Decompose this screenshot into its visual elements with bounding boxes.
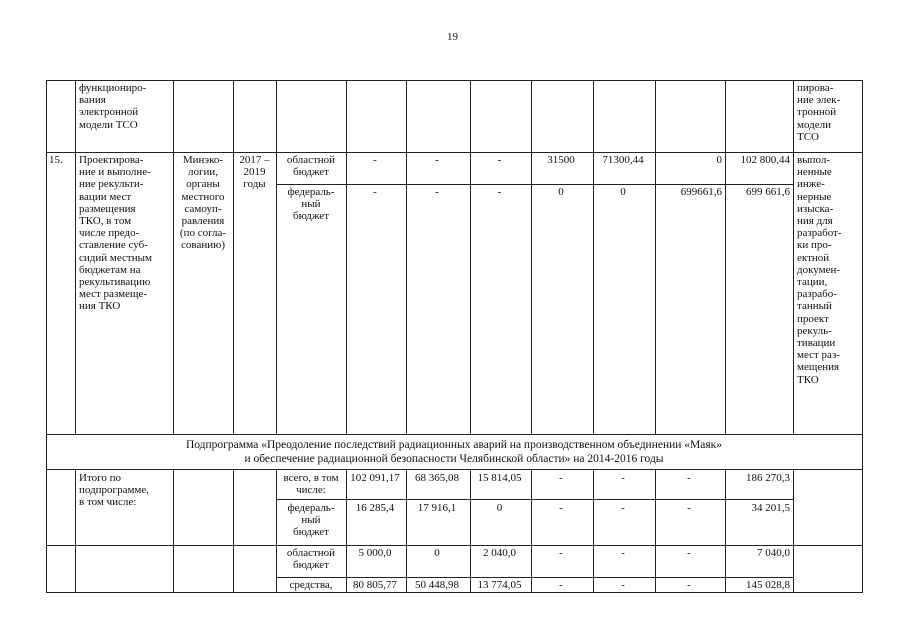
column-rule bbox=[793, 80, 794, 435]
result-text: докумен- bbox=[797, 263, 841, 276]
value-cell: 5 000,0 bbox=[358, 547, 392, 559]
executor-text: местного bbox=[181, 190, 225, 203]
executor-text: самоуп- bbox=[184, 202, 222, 215]
measure-name-text: ние рекульти- bbox=[79, 178, 144, 191]
measure-name-text: вания bbox=[79, 94, 106, 107]
value-cell: 186 270,3 bbox=[746, 472, 790, 484]
result-text: ния для bbox=[797, 215, 833, 227]
value-cell: - bbox=[687, 547, 691, 559]
measure-name-text: ние и выполне- bbox=[79, 166, 151, 179]
value-cell: 80 805,77 bbox=[353, 579, 397, 591]
table-bottom-rule bbox=[46, 592, 863, 593]
funding-source-text: федераль- bbox=[287, 186, 335, 198]
value-cell: 50 448,98 bbox=[415, 579, 459, 591]
table-right-rule bbox=[862, 434, 863, 593]
executor-text: (по согла- bbox=[179, 227, 227, 240]
funding-source-text: всего, в том bbox=[283, 472, 339, 484]
result-text: мещения bbox=[797, 361, 840, 374]
measure-name-text: рекультивацию bbox=[79, 276, 151, 288]
result-text: ненные bbox=[797, 166, 832, 179]
funding-source-text: ный bbox=[301, 198, 321, 211]
column-rule bbox=[470, 80, 471, 435]
funding-source-text: областной bbox=[286, 547, 336, 559]
subprogram-title: Подпрограмма «Преодоление последствий радиационных аварий на производственном объединении «Маяк» bbox=[185, 439, 723, 451]
value-cell: - bbox=[373, 186, 377, 198]
column-rule bbox=[173, 469, 174, 593]
column-rule bbox=[470, 469, 471, 593]
value-cell: - bbox=[621, 579, 625, 591]
value-cell: 102 800,44 bbox=[740, 154, 790, 166]
result-text: тивации bbox=[797, 337, 836, 349]
column-rule bbox=[531, 469, 532, 593]
executor-text: органы bbox=[186, 178, 220, 191]
result-text: тронной bbox=[797, 106, 837, 119]
funding-source-text: бюджет bbox=[293, 526, 329, 539]
value-cell: - bbox=[559, 579, 563, 591]
value-cell: - bbox=[435, 186, 439, 198]
totals-label: в том числе: bbox=[79, 496, 137, 509]
result-text: тации, bbox=[797, 276, 828, 288]
measure-name-text: размещения bbox=[79, 202, 136, 215]
value-cell: 0 bbox=[558, 186, 564, 198]
value-cell: 7 040,0 bbox=[757, 547, 790, 559]
row-divider bbox=[46, 469, 863, 470]
value-cell: 699661,6 bbox=[680, 186, 722, 198]
result-text: разрабо- bbox=[797, 288, 837, 301]
measure-name-text: модели ТСО bbox=[79, 118, 138, 131]
result-text: проект bbox=[797, 312, 829, 325]
value-cell: - bbox=[621, 547, 625, 559]
years-text: 2017 – bbox=[239, 154, 270, 166]
table-top-rule bbox=[46, 80, 863, 81]
row-divider bbox=[46, 434, 863, 435]
funding-source-text: федераль- bbox=[287, 502, 335, 514]
row-divider bbox=[46, 152, 863, 153]
executor-text: равления bbox=[181, 215, 225, 227]
page-number: 19 bbox=[447, 31, 458, 43]
column-rule bbox=[233, 469, 234, 593]
result-text: рекуль- bbox=[797, 324, 832, 337]
totals-label: Итого по bbox=[79, 472, 121, 484]
column-rule bbox=[346, 80, 347, 435]
value-cell: - bbox=[621, 502, 625, 514]
result-text: нерные bbox=[797, 190, 832, 203]
value-cell: 2 040,0 bbox=[483, 547, 516, 559]
column-rule bbox=[46, 469, 47, 593]
value-cell: 71300,44 bbox=[602, 154, 644, 166]
row-divider bbox=[276, 499, 794, 500]
result-text: выпол- bbox=[797, 154, 830, 166]
funding-source-text: бюджет bbox=[293, 559, 329, 572]
value-cell: 0 bbox=[620, 186, 626, 198]
value-cell: 16 285,4 bbox=[355, 502, 395, 514]
executor-text: сованию) bbox=[181, 239, 225, 252]
column-rule bbox=[46, 80, 47, 435]
funding-source-text: бюджет bbox=[293, 210, 329, 223]
value-cell: 68 365,08 bbox=[415, 472, 459, 484]
result-text: ние элек- bbox=[797, 94, 841, 107]
value-cell: - bbox=[559, 502, 563, 514]
value-cell: 699 661,6 bbox=[746, 186, 790, 198]
column-rule bbox=[233, 80, 234, 435]
measure-name-text: мест размеще- bbox=[79, 288, 147, 301]
column-rule bbox=[75, 80, 76, 435]
result-text: ектной bbox=[797, 251, 830, 264]
result-text: мест раз- bbox=[797, 349, 840, 362]
measure-name-text: ставление суб- bbox=[79, 239, 148, 252]
column-rule bbox=[655, 469, 656, 593]
measure-name-text: ния ТКО bbox=[79, 300, 121, 313]
totals-label: подпрограмме, bbox=[79, 484, 150, 497]
value-cell: - bbox=[559, 472, 563, 484]
measure-name-text: Проектирова- bbox=[79, 154, 144, 166]
result-text: инже- bbox=[797, 178, 825, 191]
column-rule bbox=[862, 80, 863, 435]
funding-source-text: ный bbox=[301, 514, 321, 527]
value-cell: - bbox=[687, 502, 691, 514]
column-rule bbox=[406, 80, 407, 435]
measure-name-text: функциониро- bbox=[79, 82, 147, 94]
subprogram-subtitle: и обеспечение радиационной безопасности Челябинской области» на 2014-2016 годы bbox=[244, 453, 664, 465]
funding-source-text: бюджет bbox=[293, 166, 329, 179]
column-rule bbox=[531, 80, 532, 435]
column-rule bbox=[276, 80, 277, 435]
row-divider bbox=[276, 184, 794, 185]
result-text: пирова- bbox=[797, 82, 834, 94]
value-cell: 17 916,1 bbox=[417, 502, 457, 514]
executor-text: логии, bbox=[187, 166, 219, 179]
column-rule bbox=[593, 80, 594, 435]
result-text: изыска- bbox=[797, 202, 834, 215]
column-rule bbox=[725, 469, 726, 593]
measure-name-text: ТКО, в том bbox=[79, 215, 132, 227]
value-cell: 13 774,05 bbox=[477, 579, 522, 591]
value-cell: 15 814,05 bbox=[477, 472, 522, 484]
measure-name-text: сидий местным bbox=[79, 251, 152, 264]
row-number: 15. bbox=[49, 154, 63, 166]
column-rule bbox=[75, 469, 76, 593]
column-rule bbox=[346, 469, 347, 593]
executor-text: Минэко- bbox=[182, 154, 224, 166]
row-divider bbox=[276, 577, 794, 578]
column-rule bbox=[593, 469, 594, 593]
value-cell: - bbox=[373, 154, 377, 166]
result-text: ки про- bbox=[797, 239, 832, 252]
funding-source-text: областной bbox=[286, 154, 336, 166]
value-cell: 0 bbox=[716, 154, 722, 166]
funding-source-text: средства, bbox=[289, 579, 333, 591]
value-cell: 31500 bbox=[547, 154, 575, 166]
result-text: ТСО bbox=[797, 130, 819, 143]
value-cell: - bbox=[687, 472, 691, 484]
result-text: танный bbox=[797, 300, 832, 313]
value-cell: - bbox=[497, 154, 502, 166]
value-cell: 102 091,17 bbox=[350, 472, 400, 484]
value-cell: 0 bbox=[496, 502, 503, 514]
result-text: ТКО bbox=[797, 373, 819, 386]
value-cell: - bbox=[497, 186, 502, 198]
years-text: годы bbox=[243, 178, 266, 191]
value-cell: - bbox=[621, 472, 625, 484]
measure-name-text: числе предо- bbox=[79, 227, 140, 240]
column-rule bbox=[406, 469, 407, 593]
result-text: разработ- bbox=[797, 227, 842, 240]
value-cell: 145 028,8 bbox=[746, 579, 790, 591]
column-rule bbox=[655, 80, 656, 435]
result-text: модели bbox=[797, 118, 831, 131]
column-rule bbox=[725, 80, 726, 435]
value-cell: - bbox=[559, 547, 563, 559]
measure-name-text: вации мест bbox=[79, 190, 132, 203]
years-text: 2019 bbox=[243, 166, 266, 179]
column-rule bbox=[793, 469, 794, 593]
column-rule bbox=[173, 80, 174, 435]
row-divider bbox=[46, 545, 863, 546]
measure-name-text: бюджетам на bbox=[79, 263, 141, 276]
value-cell: - bbox=[687, 579, 691, 591]
funding-source-text: числе: bbox=[296, 484, 326, 497]
value-cell: - bbox=[435, 154, 439, 166]
value-cell: 34 201,5 bbox=[751, 502, 790, 514]
measure-name-text: электронной bbox=[79, 106, 139, 119]
value-cell: 0 bbox=[434, 547, 440, 559]
